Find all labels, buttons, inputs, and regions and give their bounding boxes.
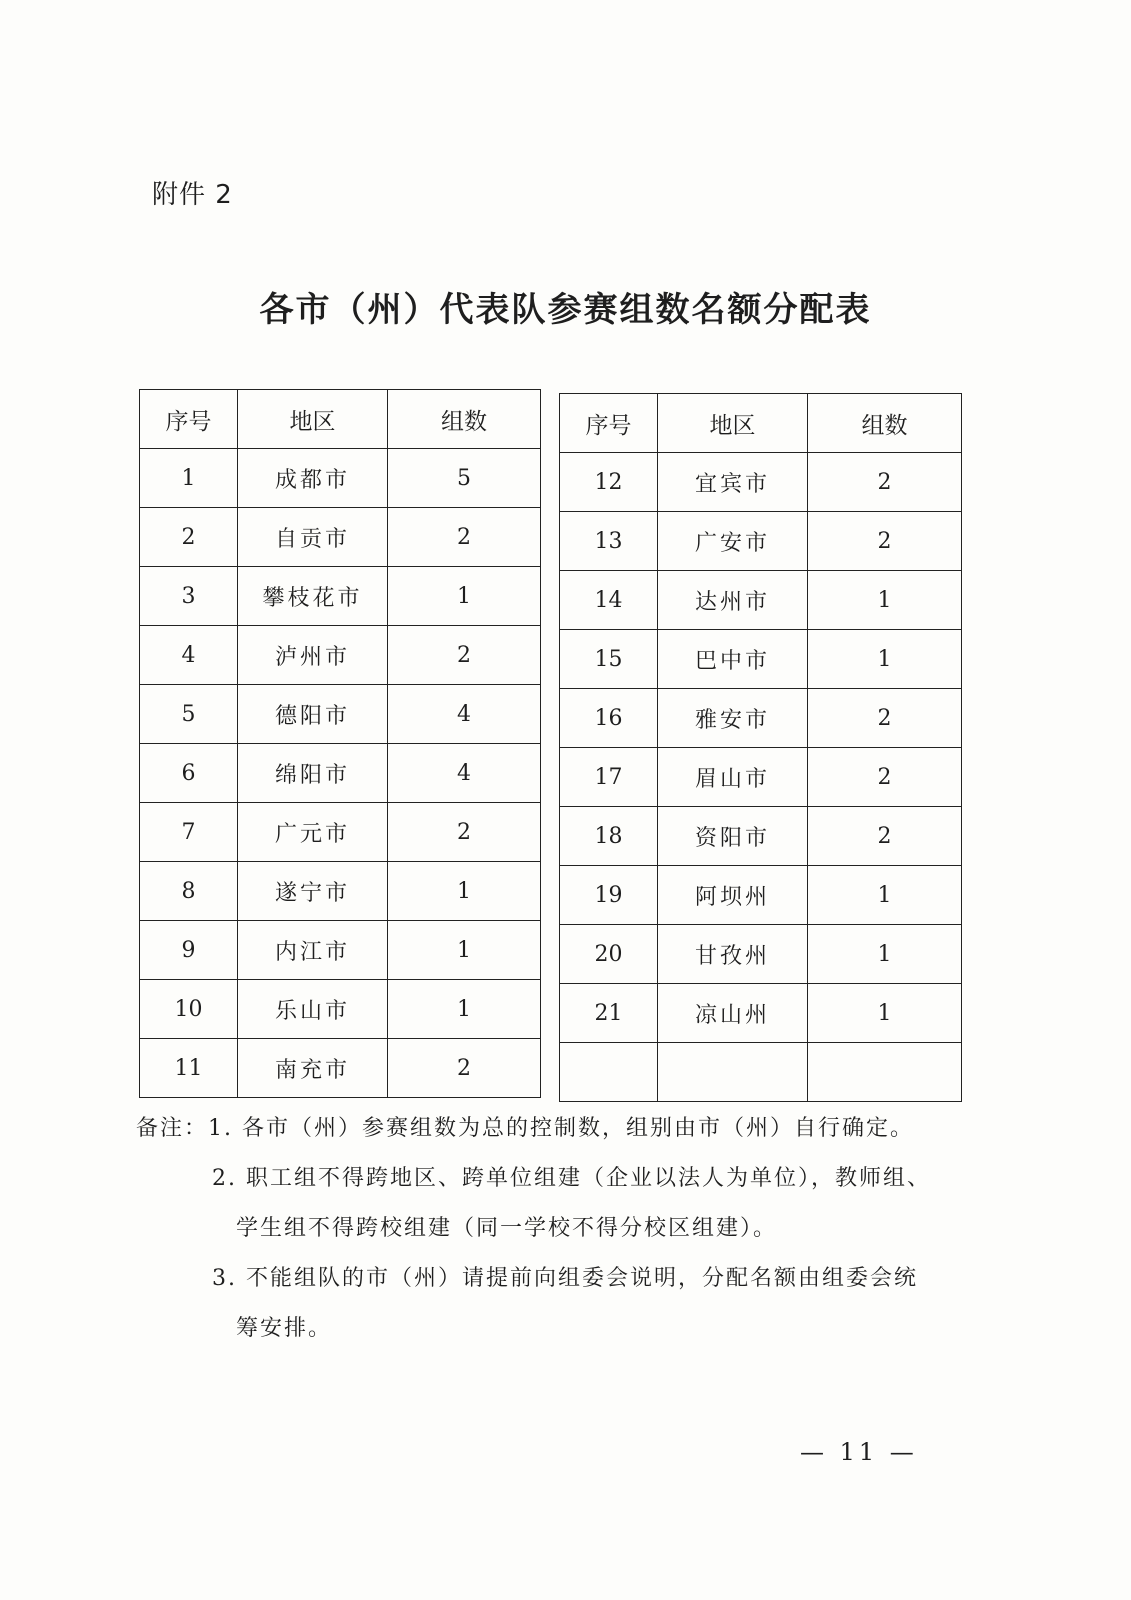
table-row bbox=[140, 862, 541, 921]
cell-seq: 3 bbox=[140, 567, 238, 626]
cell-seq: 9 bbox=[140, 921, 238, 980]
cell-groups: 2 bbox=[388, 626, 541, 685]
cell-seq: 12 bbox=[560, 453, 658, 512]
notes-section bbox=[136, 1104, 966, 1354]
cell-groups: 1 bbox=[808, 925, 962, 984]
table-row bbox=[140, 744, 541, 803]
cell-region: 泸州市 bbox=[238, 626, 388, 685]
cell-seq: 5 bbox=[140, 685, 238, 744]
note-1-text: 1. 各市（州）参赛组数为总的控制数，组别由市（州）自行确定。 bbox=[208, 1116, 915, 1141]
cell-region: 成都市 bbox=[238, 449, 388, 508]
cell-region: 眉山市 bbox=[658, 748, 808, 807]
cell-seq bbox=[560, 1043, 658, 1102]
note-1 bbox=[136, 1104, 966, 1154]
allocation-table-left bbox=[139, 389, 541, 1098]
page-title: 各市（州）代表队参赛组数名额分配表 bbox=[259, 290, 872, 330]
cell-seq: 17 bbox=[560, 748, 658, 807]
table-row bbox=[140, 508, 541, 567]
table-row bbox=[140, 449, 541, 508]
note-3-line-2: 筹安排。 bbox=[236, 1316, 333, 1341]
table-row bbox=[140, 803, 541, 862]
cell-groups: 2 bbox=[388, 508, 541, 567]
table-row bbox=[560, 925, 962, 984]
header-region: 地区 bbox=[658, 394, 808, 453]
cell-region bbox=[658, 1043, 808, 1102]
table-row bbox=[140, 685, 541, 744]
cell-seq: 1 bbox=[140, 449, 238, 508]
note-3-line-1: 3. 不能组队的市（州）请提前向组委会说明，分配名额由组委会统 bbox=[212, 1266, 918, 1291]
table-header-row bbox=[140, 390, 541, 449]
cell-groups: 2 bbox=[808, 807, 962, 866]
cell-seq: 6 bbox=[140, 744, 238, 803]
table-row bbox=[560, 630, 962, 689]
cell-region: 巴中市 bbox=[658, 630, 808, 689]
notes-prefix: 备注： bbox=[136, 1116, 209, 1141]
cell-groups: 1 bbox=[388, 862, 541, 921]
table-row bbox=[140, 1039, 541, 1098]
cell-groups: 4 bbox=[388, 744, 541, 803]
table-row bbox=[140, 567, 541, 626]
cell-seq: 19 bbox=[560, 866, 658, 925]
cell-region: 德阳市 bbox=[238, 685, 388, 744]
allocation-table-right bbox=[559, 393, 962, 1102]
table-row bbox=[140, 626, 541, 685]
note-2-line-2: 学生组不得跨校组建（同一学校不得分校区组建）。 bbox=[236, 1216, 778, 1241]
cell-seq: 2 bbox=[140, 508, 238, 567]
table-row bbox=[560, 571, 962, 630]
cell-seq: 18 bbox=[560, 807, 658, 866]
attachment-label: 附件 2 bbox=[152, 180, 233, 210]
cell-seq: 11 bbox=[140, 1039, 238, 1098]
table-row bbox=[560, 748, 962, 807]
cell-seq: 8 bbox=[140, 862, 238, 921]
table-row bbox=[560, 866, 962, 925]
cell-region: 凉山州 bbox=[658, 984, 808, 1043]
cell-region: 雅安市 bbox=[658, 689, 808, 748]
cell-groups bbox=[808, 1043, 962, 1102]
cell-region: 阿坝州 bbox=[658, 866, 808, 925]
cell-groups: 2 bbox=[808, 453, 962, 512]
page-number: — 11 — bbox=[800, 1438, 918, 1466]
cell-groups: 1 bbox=[808, 571, 962, 630]
cell-groups: 4 bbox=[388, 685, 541, 744]
cell-region: 攀枝花市 bbox=[238, 567, 388, 626]
header-groups: 组数 bbox=[388, 390, 541, 449]
cell-seq: 14 bbox=[560, 571, 658, 630]
header-groups: 组数 bbox=[808, 394, 962, 453]
cell-region: 达州市 bbox=[658, 571, 808, 630]
cell-seq: 16 bbox=[560, 689, 658, 748]
header-region: 地区 bbox=[238, 390, 388, 449]
table-row bbox=[560, 984, 962, 1043]
cell-region: 资阳市 bbox=[658, 807, 808, 866]
cell-seq: 4 bbox=[140, 626, 238, 685]
cell-region: 广元市 bbox=[238, 803, 388, 862]
cell-groups: 1 bbox=[388, 921, 541, 980]
cell-seq: 21 bbox=[560, 984, 658, 1043]
table-header-row bbox=[560, 394, 962, 453]
cell-seq: 20 bbox=[560, 925, 658, 984]
table-body-left bbox=[140, 449, 541, 1098]
cell-groups: 1 bbox=[388, 980, 541, 1039]
cell-seq: 7 bbox=[140, 803, 238, 862]
header-seq: 序号 bbox=[140, 390, 238, 449]
cell-region: 甘孜州 bbox=[658, 925, 808, 984]
cell-region: 内江市 bbox=[238, 921, 388, 980]
header-seq: 序号 bbox=[560, 394, 658, 453]
cell-groups: 2 bbox=[388, 1039, 541, 1098]
cell-groups: 2 bbox=[808, 689, 962, 748]
cell-region: 宜宾市 bbox=[658, 453, 808, 512]
cell-groups: 1 bbox=[808, 630, 962, 689]
cell-groups: 2 bbox=[808, 512, 962, 571]
cell-region: 乐山市 bbox=[238, 980, 388, 1039]
cell-seq: 10 bbox=[140, 980, 238, 1039]
cell-region: 遂宁市 bbox=[238, 862, 388, 921]
cell-region: 自贡市 bbox=[238, 508, 388, 567]
cell-groups: 1 bbox=[808, 984, 962, 1043]
table-body-right bbox=[560, 453, 962, 1102]
cell-groups: 2 bbox=[388, 803, 541, 862]
table-row bbox=[560, 807, 962, 866]
note-2-line-1: 2. 职工组不得跨地区、跨单位组建（企业以法人为单位），教师组、 bbox=[212, 1166, 931, 1191]
table-row bbox=[560, 512, 962, 571]
table-row bbox=[560, 1043, 962, 1102]
table-row bbox=[560, 689, 962, 748]
cell-groups: 1 bbox=[808, 866, 962, 925]
cell-region: 南充市 bbox=[238, 1039, 388, 1098]
cell-groups: 1 bbox=[388, 567, 541, 626]
cell-groups: 2 bbox=[808, 748, 962, 807]
cell-region: 广安市 bbox=[658, 512, 808, 571]
table-row bbox=[560, 453, 962, 512]
cell-seq: 13 bbox=[560, 512, 658, 571]
table-row bbox=[140, 921, 541, 980]
cell-groups: 5 bbox=[388, 449, 541, 508]
cell-seq: 15 bbox=[560, 630, 658, 689]
table-row bbox=[140, 980, 541, 1039]
cell-region: 绵阳市 bbox=[238, 744, 388, 803]
